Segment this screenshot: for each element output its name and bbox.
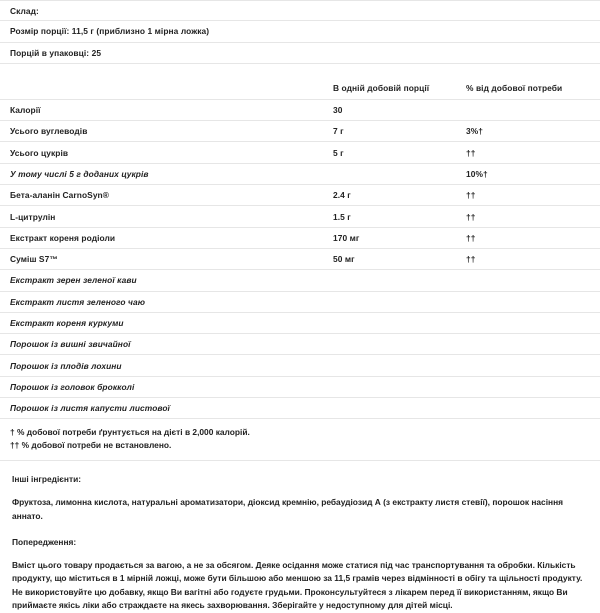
table-row (0, 100, 600, 121)
table-header-row (0, 78, 600, 100)
nutrient-amount: 30 (333, 105, 343, 116)
table-row (0, 228, 600, 249)
nutrient-amount: 170 мг (333, 232, 360, 243)
warning-paragraph-2: Не використовуйте цю добавку, якщо Ви вагітні або годуєте грудьми. Проконсультуйтеся з лікарем перед її використанням, якщо Ви приймаєте якісь ліки або страждаєте на якесь захворювання. Зберігайте у недоступному для дітей місці. (12, 586, 568, 611)
nutrient-daily-value: 10%† (466, 168, 488, 179)
nutrient-name: Екстракт листя зеленого чаю (10, 296, 146, 307)
nutrient-name: Екстракт зерен зеленої кави (10, 275, 137, 286)
nutrient-name: Порошок із вишні звичайної (10, 339, 131, 350)
nutrient-amount: 7 г (333, 126, 344, 137)
nutrient-name: Бета-аланін CarnoSyn® (10, 190, 110, 201)
nutrient-name: Суміш S7™ (10, 254, 58, 265)
nutrient-daily-value: †† (466, 147, 476, 158)
table-row (0, 313, 600, 334)
table-spacer-row (0, 64, 600, 78)
table-row (0, 292, 600, 313)
nutrient-amount: 1.5 г (333, 211, 351, 222)
table-row (0, 270, 600, 291)
table-row (0, 355, 600, 376)
table-row (0, 206, 600, 227)
nutrient-name: Екстракт кореня родіоли (10, 232, 116, 243)
nutrient-daily-value: †† (466, 254, 476, 265)
nutrient-daily-value: †† (466, 211, 476, 222)
nutrient-amount: 2.4 г (333, 190, 351, 201)
nutrient-name: Усього цукрів (10, 147, 69, 158)
footnotes-block (0, 419, 600, 461)
nutrient-name: Калорії (10, 105, 41, 116)
panel-title: Склад: (10, 5, 39, 16)
nutrient-name: Екстракт кореня куркуми (10, 318, 124, 328)
serving-size-row (0, 21, 600, 42)
column-header-amount: В одній добовій порції (333, 83, 430, 94)
nutrient-name: Порошок із листя капусти листової (10, 403, 170, 414)
nutrient-daily-value: †† (466, 190, 476, 201)
nutrient-name: Усього вуглеводів (10, 126, 88, 137)
nutrient-name: L-цитрулін (10, 211, 56, 222)
nutrient-daily-value: 3%† (466, 126, 484, 137)
table-row (0, 334, 600, 355)
warning-heading: Попередження: (12, 536, 77, 547)
nutrient-name: Порошок із плодів лохини (10, 360, 122, 371)
servings-per-container-text: Порцій в упаковці: 25 (10, 47, 102, 58)
column-header-daily-value: % від добової потреби (466, 83, 563, 94)
panel-title-row (0, 0, 600, 21)
footnote-daily-value-basis: † % добової потреби ґрунтується на дієті в 2,000 калорій. (10, 427, 250, 438)
nutrient-amount: 5 г (333, 147, 344, 158)
servings-per-container-row (0, 43, 600, 64)
table-row (0, 377, 600, 398)
nutrient-name: Порошок із головок брокколі (10, 381, 135, 392)
warning-paragraph-1: Вміст цього товару продається за вагою, а не за обсягом. Деяке осідання може статися під час транспортування та обробки. Кількість продукту, що міститься в 1 мірній ложці, може бути більшою або меншою за 11,5 грамів через відмінності в обігу та щільності продукту. (12, 559, 583, 584)
table-row (0, 185, 600, 206)
other-ingredients-text: Фруктоза, лимонна кислота, натуральні ароматизатори, діоксид кремнію, ребаудіозид А (з екстракту листя стевії), порошок насіння аннато. (12, 497, 564, 521)
nutrient-amount: 50 мг (333, 254, 355, 265)
other-ingredients-block (0, 474, 600, 523)
table-row (0, 142, 600, 163)
table-row (0, 164, 600, 185)
warning-block (0, 537, 600, 613)
nutrient-rows-container (0, 100, 600, 419)
footnote-daily-value-not-established: †† % добової потреби не встановлено. (10, 440, 172, 451)
table-row (0, 398, 600, 419)
other-ingredients-heading: Інші інгредієнти: (12, 474, 82, 485)
nutrient-name: У тому числі 5 г доданих цукрів (10, 168, 149, 179)
nutrient-daily-value: †† (466, 232, 476, 243)
table-row (0, 121, 600, 142)
serving-size-text: Розмір порції: 11,5 г (приблизно 1 мірна ложка) (10, 26, 210, 37)
table-row (0, 249, 600, 270)
